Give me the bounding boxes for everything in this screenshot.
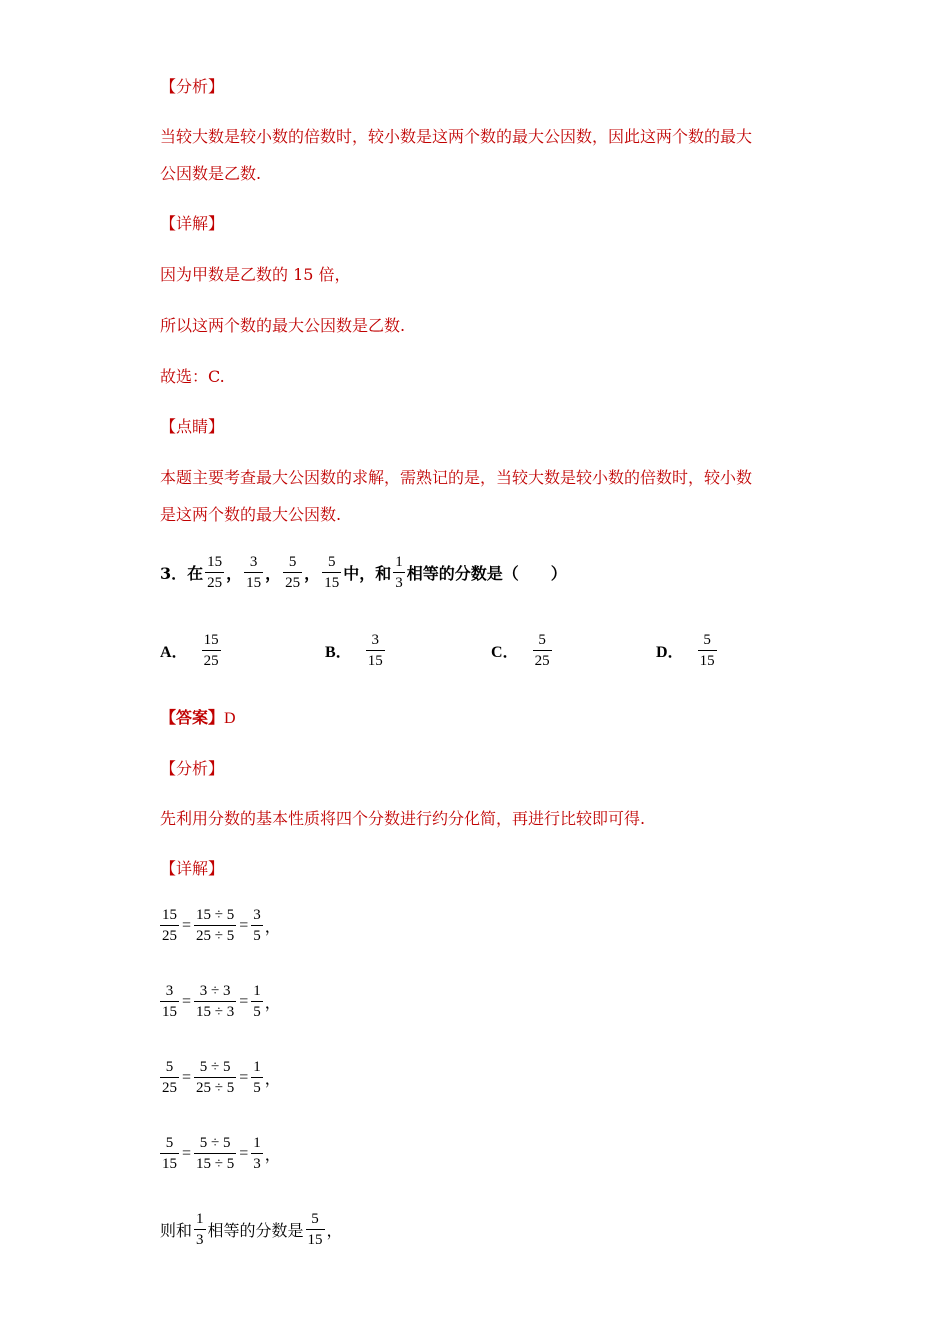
fraction-15-25: $\frac{15}{25}$ bbox=[207, 554, 223, 591]
option-a-label: A． bbox=[160, 644, 188, 661]
option-b-label: B． bbox=[325, 644, 352, 661]
equation-4: $\frac{5}{15}$ = $\frac{5 \div 5}{15 \div 5}$ = $\frac{1}{3}$ ， bbox=[162, 1135, 281, 1172]
answer-line bbox=[160, 707, 236, 730]
conclusion-suffix: ， bbox=[326, 1221, 343, 1240]
separator: ， bbox=[226, 564, 243, 583]
detail-line2: 所以这两个数的最大公因数是乙数. bbox=[160, 316, 406, 335]
option-b[interactable]: B． $\frac{3}{15}$ bbox=[325, 632, 383, 669]
comment-heading: 【点睛】 bbox=[160, 417, 225, 436]
fraction-1-3: $\frac{1}{3}$ bbox=[395, 554, 403, 591]
separator: ， bbox=[304, 564, 321, 583]
detail2-heading: 【详解】 bbox=[160, 859, 225, 878]
option-c[interactable]: C． $\frac{5}{25}$ bbox=[491, 632, 550, 669]
question-suffix: 相等的分数是（ ） bbox=[406, 564, 567, 583]
detail-line1: 因为甲数是乙数的 15 倍， bbox=[160, 265, 351, 284]
answer-heading: 【答案】 bbox=[160, 708, 225, 727]
conclusion-line: 则和 $\frac{1}{3}$ 相等的分数是 $\frac{5}{15}$ ， bbox=[160, 1211, 343, 1248]
answer-value: D bbox=[224, 710, 236, 727]
analysis-text-line1: 当较大数是较小数的倍数时，较小数是这两个数的最大公因数，因此这两个数的最大 bbox=[160, 127, 753, 146]
separator: ， bbox=[265, 564, 282, 583]
option-c-label: C． bbox=[491, 644, 519, 661]
conclusion-mid: 相等的分数是 bbox=[207, 1221, 304, 1240]
question-3-stem bbox=[160, 552, 567, 593]
analysis2-text: 先利用分数的基本性质将四个分数进行约分化简，再进行比较即可得. bbox=[160, 809, 646, 828]
conclusion-prefix: 则和 bbox=[160, 1221, 193, 1240]
comment-line1: 本题主要考查最大公因数的求解，需熟记的是，当较大数是较小数的倍数时，较小数 bbox=[160, 468, 753, 487]
option-d[interactable]: D． $\frac{5}{15}$ bbox=[656, 632, 715, 669]
option-a[interactable]: A． $\frac{15}{25}$ bbox=[160, 632, 219, 669]
fraction-3-15: $\frac{3}{15}$ bbox=[246, 554, 262, 591]
option-d-label: D． bbox=[656, 644, 684, 661]
detail-heading: 【详解】 bbox=[160, 214, 225, 233]
analysis-text-line2: 公因数是乙数. bbox=[160, 164, 262, 183]
detail-line3: 故选：C. bbox=[160, 367, 225, 386]
comment-line2: 是这两个数的最大公因数. bbox=[160, 505, 342, 524]
question-mid: 中，和 bbox=[343, 564, 392, 583]
equation-2: $\frac{3}{15}$ = $\frac{3 \div 3}{15 \div 3}$ = $\frac{1}{5}$ ， bbox=[162, 983, 281, 1020]
fraction-5-15: $\frac{5}{15}$ bbox=[324, 554, 340, 591]
question-prefix: 3．在 bbox=[160, 564, 204, 583]
analysis2-heading: 【分析】 bbox=[160, 759, 225, 778]
analysis-heading: 【分析】 bbox=[160, 77, 225, 96]
equation-1: $\frac{15}{25}$ = $\frac{15 \div 5}{25 \div 5}$ = $\frac{3}{5}$ ， bbox=[162, 907, 281, 944]
fraction-5-25: $\frac{5}{25}$ bbox=[285, 554, 301, 591]
equation-3: $\frac{5}{25}$ = $\frac{5 \div 5}{25 \div 5}$ = $\frac{1}{5}$ ， bbox=[162, 1059, 281, 1096]
